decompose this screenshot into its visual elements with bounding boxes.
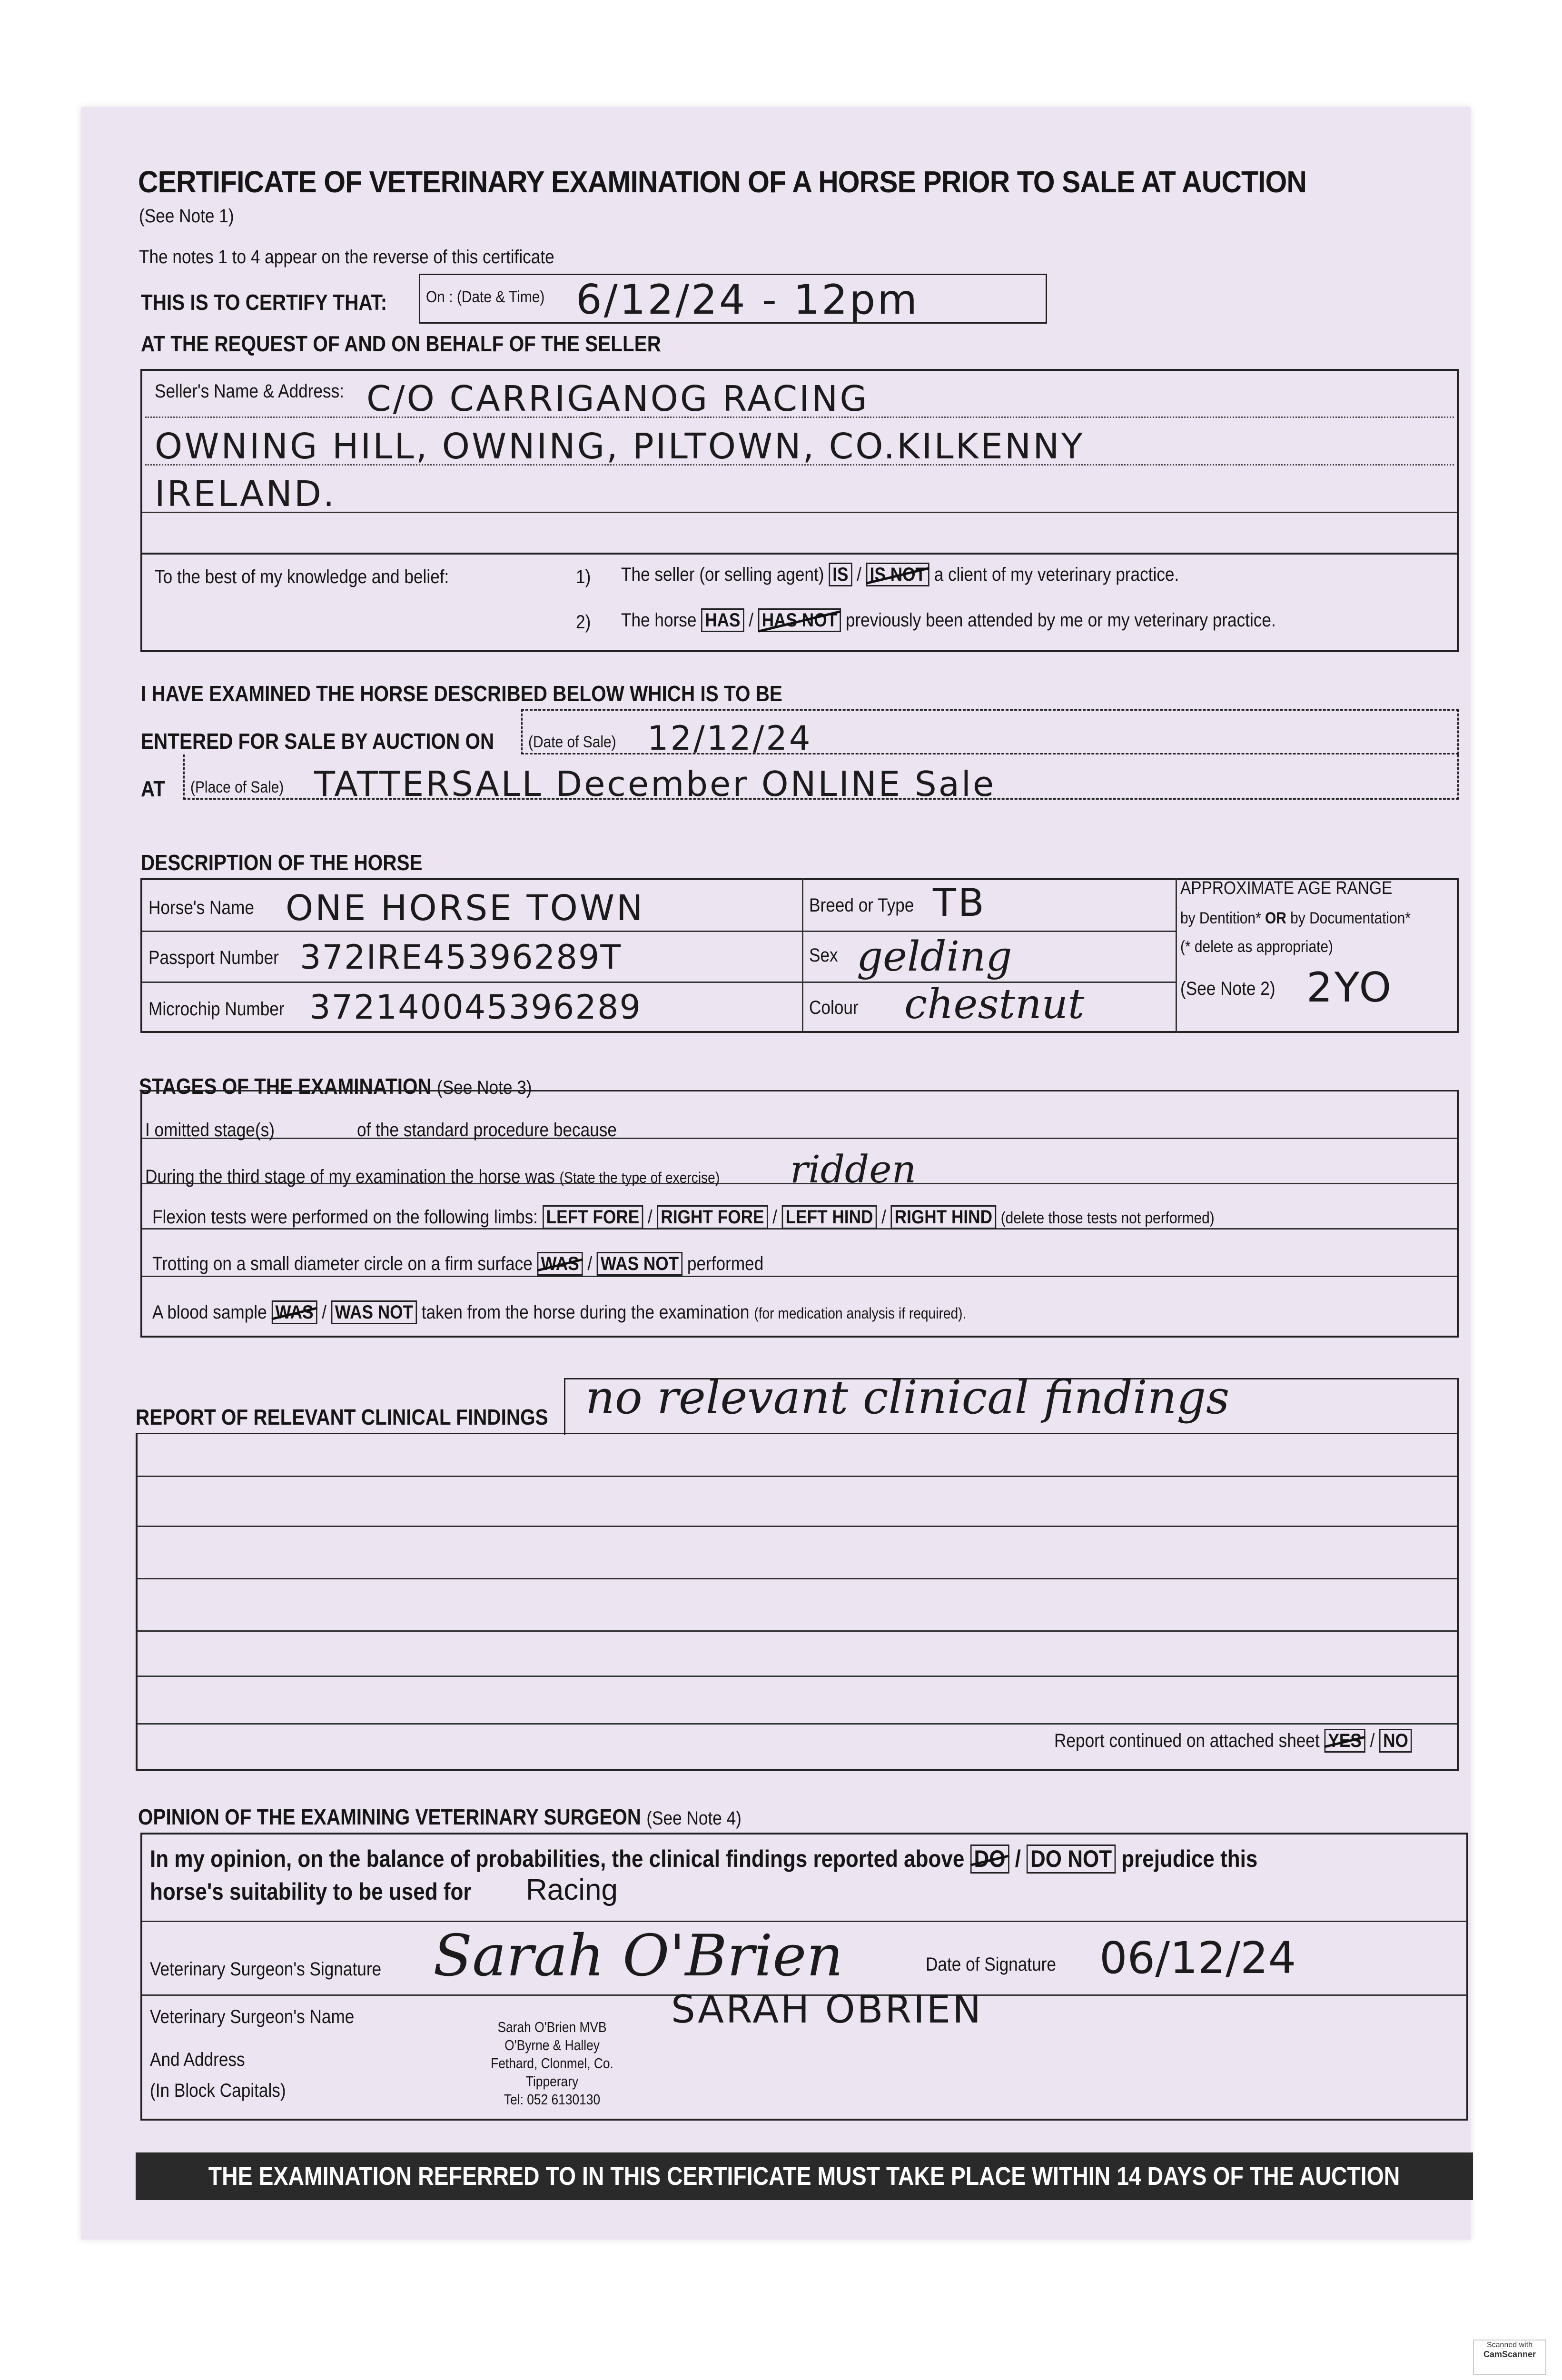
report-rule-3 <box>137 1578 1457 1579</box>
microchip-label: Microchip Number <box>148 999 285 1020</box>
trotting-post: performed <box>687 1253 764 1274</box>
opinion-heading-note: (See Note 4) <box>646 1808 741 1829</box>
age-by-dentition[interactable]: by Dentition* <box>1180 909 1261 927</box>
see-note-1: (See Note 1) <box>139 206 234 227</box>
opinion-use-value[interactable]: Racing <box>526 1874 618 1906</box>
date-signature-label: Date of Signature <box>926 1954 1056 1975</box>
certify-label: THIS IS TO CERTIFY THAT: <box>141 290 387 315</box>
blood-was[interactable]: WAS <box>271 1300 317 1324</box>
flexion-left-fore[interactable]: LEFT FORE <box>543 1205 643 1229</box>
flexion-right-hind[interactable]: RIGHT HIND <box>891 1205 996 1229</box>
date-signature-value[interactable]: 06/12/24 <box>1099 1933 1296 1983</box>
stamp-line4: Tel: 052 6130130 <box>504 2091 601 2108</box>
report-heading: REPORT OF RELEVANT CLINICAL FINDINGS <box>136 1405 548 1429</box>
scanner-line1: Scanned with <box>1486 2341 1533 2349</box>
sex-value[interactable]: gelding <box>857 933 1012 981</box>
age-value[interactable]: 2YO <box>1306 964 1394 1012</box>
third-stage-label: During the third stage of my examination the horse was <box>145 1166 555 1187</box>
sale-place-value[interactable]: TATTERSALL December ONLINE Sale <box>314 764 996 804</box>
opinion-line1: In my opinion, on the balance of probabilities, the clinical findings reported above DO / DO NOT prejudice this <box>150 1844 1257 1874</box>
certificate-title: CERTIFICATE OF VETERINARY EXAMINATION OF A HORSE PRIOR TO SALE AT AUCTION <box>138 165 1306 199</box>
report-rule-2 <box>137 1526 1457 1527</box>
sale-date-label: (Date of Sale) <box>528 733 616 751</box>
horse-name-value[interactable]: ONE HORSE TOWN <box>286 888 645 929</box>
opinion-heading-text: OPINION OF THE EXAMINING VETERINARY SURGEON <box>138 1805 642 1829</box>
report-continued-yes[interactable]: YES <box>1325 1729 1365 1753</box>
signature-label: Veterinary Surgeon's Signature <box>150 1959 382 1980</box>
entered-label: ENTERED FOR SALE BY AUCTION ON <box>141 729 494 754</box>
knowledge-item1-pre: The seller (or selling agent) <box>621 564 824 585</box>
colour-label: Colour <box>809 997 859 1018</box>
report-continued-no[interactable]: NO <box>1379 1729 1412 1753</box>
flexion-right-fore[interactable]: RIGHT FORE <box>657 1205 768 1229</box>
flexion-left-hind[interactable]: LEFT HIND <box>782 1205 877 1229</box>
scanner-line2: CamScanner <box>1483 2350 1536 2360</box>
age-by-documentation[interactable]: by Documentation* <box>1290 909 1411 927</box>
sex-label: Sex <box>809 945 838 966</box>
opinion-text-post: prejudice this <box>1121 1845 1258 1872</box>
passport-label: Passport Number <box>148 947 279 968</box>
report-box <box>136 1433 1459 1771</box>
report-continued-label: Report continued on attached sheet <box>1054 1730 1320 1751</box>
trotting-was-not[interactable]: WAS NOT <box>597 1252 682 1276</box>
seller-rule-3 <box>142 512 1457 513</box>
notes-line: The notes 1 to 4 appear on the reverse of this certificate <box>139 247 554 268</box>
microchip-value[interactable]: 372140045396289 <box>309 988 642 1027</box>
opinion-line2 <box>150 1878 471 1905</box>
report-rule-6 <box>137 1723 1457 1725</box>
knowledge-item2: The horse HAS / HAS NOT previously been attended by me or my veterinary practice. <box>621 608 1276 632</box>
stamp-line2: O'Byrne & Halley <box>504 2037 600 2053</box>
opinion-rule-1 <box>142 1921 1467 1922</box>
seller-line2[interactable]: OWNING HILL, OWNING, PILTOWN, CO.KILKENNY <box>155 426 1085 467</box>
age-by-line <box>1180 909 1411 928</box>
age-or: OR <box>1265 909 1286 927</box>
signature-value[interactable]: Sarah O'Brien <box>433 1923 843 1989</box>
age-heading: APPROXIMATE AGE RANGE <box>1180 878 1393 898</box>
knowledge-item2-pre: The horse <box>621 610 697 631</box>
report-rule-1 <box>137 1476 1457 1477</box>
blood-row: A blood sample WAS / WAS NOT taken from the horse during the examination (for medication analysis if required). <box>152 1300 966 1324</box>
sale-date-value[interactable]: 12/12/24 <box>647 719 812 758</box>
stages-rule-4 <box>142 1276 1457 1277</box>
seller-section-label: AT THE REQUEST OF AND ON BEHALF OF THE SELLER <box>141 331 661 356</box>
report-rule-4 <box>137 1630 1457 1632</box>
stamp-line1: Sarah O'Brien MVB <box>497 2019 607 2035</box>
colour-value[interactable]: chestnut <box>904 981 1085 1028</box>
footer-bar <box>136 2152 1473 2200</box>
blood-post: taken from the horse during the examination <box>421 1302 750 1323</box>
seller-rule-2 <box>145 464 1454 466</box>
flexion-note: (delete those tests not performed) <box>1000 1209 1215 1227</box>
examined-label: I HAVE EXAMINED THE HORSE DESCRIBED BELOW WHICH IS TO BE <box>141 681 782 706</box>
certify-on-label: On : (Date & Time) <box>426 288 545 306</box>
flexion-row: Flexion tests were performed on the following limbs: LEFT FORE / RIGHT FORE / LEFT HIND / RIGHT HIND (delete those tests not performed) <box>152 1205 1215 1229</box>
age-see-note: (See Note 2) <box>1180 978 1275 999</box>
third-stage <box>145 1166 720 1188</box>
horse-name-label: Horse's Name <box>148 897 254 918</box>
trotting-was[interactable]: WAS <box>537 1252 583 1276</box>
flexion-label: Flexion tests were performed on the following limbs: <box>152 1207 538 1228</box>
opinion-text-pre: In my opinion, on the balance of probabilities, the clinical findings reported above <box>150 1845 965 1872</box>
description-row-divider-1 <box>142 931 1176 932</box>
omitted-pre: I omitted stage(s) <box>145 1120 275 1140</box>
knowledge-item2-num: 2) <box>576 612 591 633</box>
breed-label: Breed or Type <box>809 895 914 916</box>
seller-rule-1 <box>145 416 1454 418</box>
vet-block-caps-label: (In Block Capitals) <box>150 2080 286 2101</box>
blood-note: (for medication analysis if required). <box>754 1305 967 1322</box>
camscanner-watermark <box>1473 2340 1546 2375</box>
knowledge-item1-num: 1) <box>576 566 591 587</box>
third-stage-note: (State the type of exercise) <box>559 1169 720 1186</box>
sale-at-label: AT <box>141 776 165 801</box>
vet-stamp <box>475 2018 629 2109</box>
knowledge-item1: The seller (or selling agent) IS / IS NOT a client of my veterinary practice. <box>621 563 1179 586</box>
report-continued: Report continued on attached sheet YES / NO <box>1054 1729 1412 1753</box>
description-heading: DESCRIPTION OF THE HORSE <box>141 850 423 875</box>
seller-name-label: Seller's Name & Address: <box>155 381 344 402</box>
opinion-do-not[interactable]: DO NOT <box>1027 1844 1116 1874</box>
stages-heading-note: (See Note 3) <box>436 1077 532 1098</box>
option-has[interactable]: HAS <box>701 608 744 632</box>
description-col-divider-1 <box>802 878 803 1033</box>
third-stage-value[interactable]: ridden <box>790 1147 917 1191</box>
certify-on-value[interactable]: 6/12/24 - 12pm <box>576 276 919 324</box>
report-rule-5 <box>137 1676 1457 1677</box>
trotting-row: Trotting on a small diameter circle on a firm surface WAS / WAS NOT performed <box>152 1252 763 1276</box>
passport-value[interactable]: 372IRE45396289T <box>300 938 622 977</box>
trotting-label: Trotting on a small diameter circle on a firm surface <box>152 1253 533 1274</box>
breed-value[interactable]: TB <box>933 881 986 925</box>
omitted-post: of the standard procedure because <box>357 1120 617 1140</box>
stamp-line3: Fethard, Clonmel, Co. Tipperary <box>491 2055 613 2090</box>
footer-text: THE EXAMINATION REFERRED TO IN THIS CERTIFICATE MUST TAKE PLACE WITHIN 14 DAYS OF THE AUCTION <box>208 2162 1400 2191</box>
description-col-divider-2 <box>1176 878 1177 1033</box>
age-delete-note: (* delete as appropriate) <box>1180 938 1334 956</box>
stages-rule-1 <box>142 1138 1457 1139</box>
stages-heading-text: STAGES OF THE EXAMINATION <box>139 1074 432 1099</box>
vet-address-label: And Address <box>150 2049 245 2070</box>
vet-name-label: Veterinary Surgeon's Name <box>150 2006 355 2027</box>
blood-was-not[interactable]: WAS NOT <box>331 1300 417 1324</box>
knowledge-item2-post: previously been attended by me or my veterinary practice. <box>845 610 1276 631</box>
knowledge-label: To the best of my knowledge and belief: <box>155 566 449 587</box>
sale-place-label: (Place of Sale) <box>190 778 284 796</box>
knowledge-item1-post: a client of my veterinary practice. <box>934 564 1179 585</box>
option-is-not[interactable]: IS NOT <box>866 563 929 586</box>
vet-name-value[interactable]: SARAH OBRIEN <box>671 1987 983 2032</box>
option-has-not[interactable]: HAS NOT <box>758 608 841 632</box>
opinion-text-line2: horse's suitability to be used for <box>150 1878 472 1905</box>
opinion-do[interactable]: DO <box>970 1844 1009 1874</box>
option-is[interactable]: IS <box>829 563 852 586</box>
seller-line3[interactable]: IRELAND. <box>155 474 336 515</box>
opinion-heading <box>138 1804 741 1830</box>
report-value[interactable]: no relevant clinical findings <box>585 1371 1230 1424</box>
seller-line1[interactable]: C/O CARRIGANOG RACING <box>366 378 869 419</box>
blood-label: A blood sample <box>152 1302 267 1323</box>
